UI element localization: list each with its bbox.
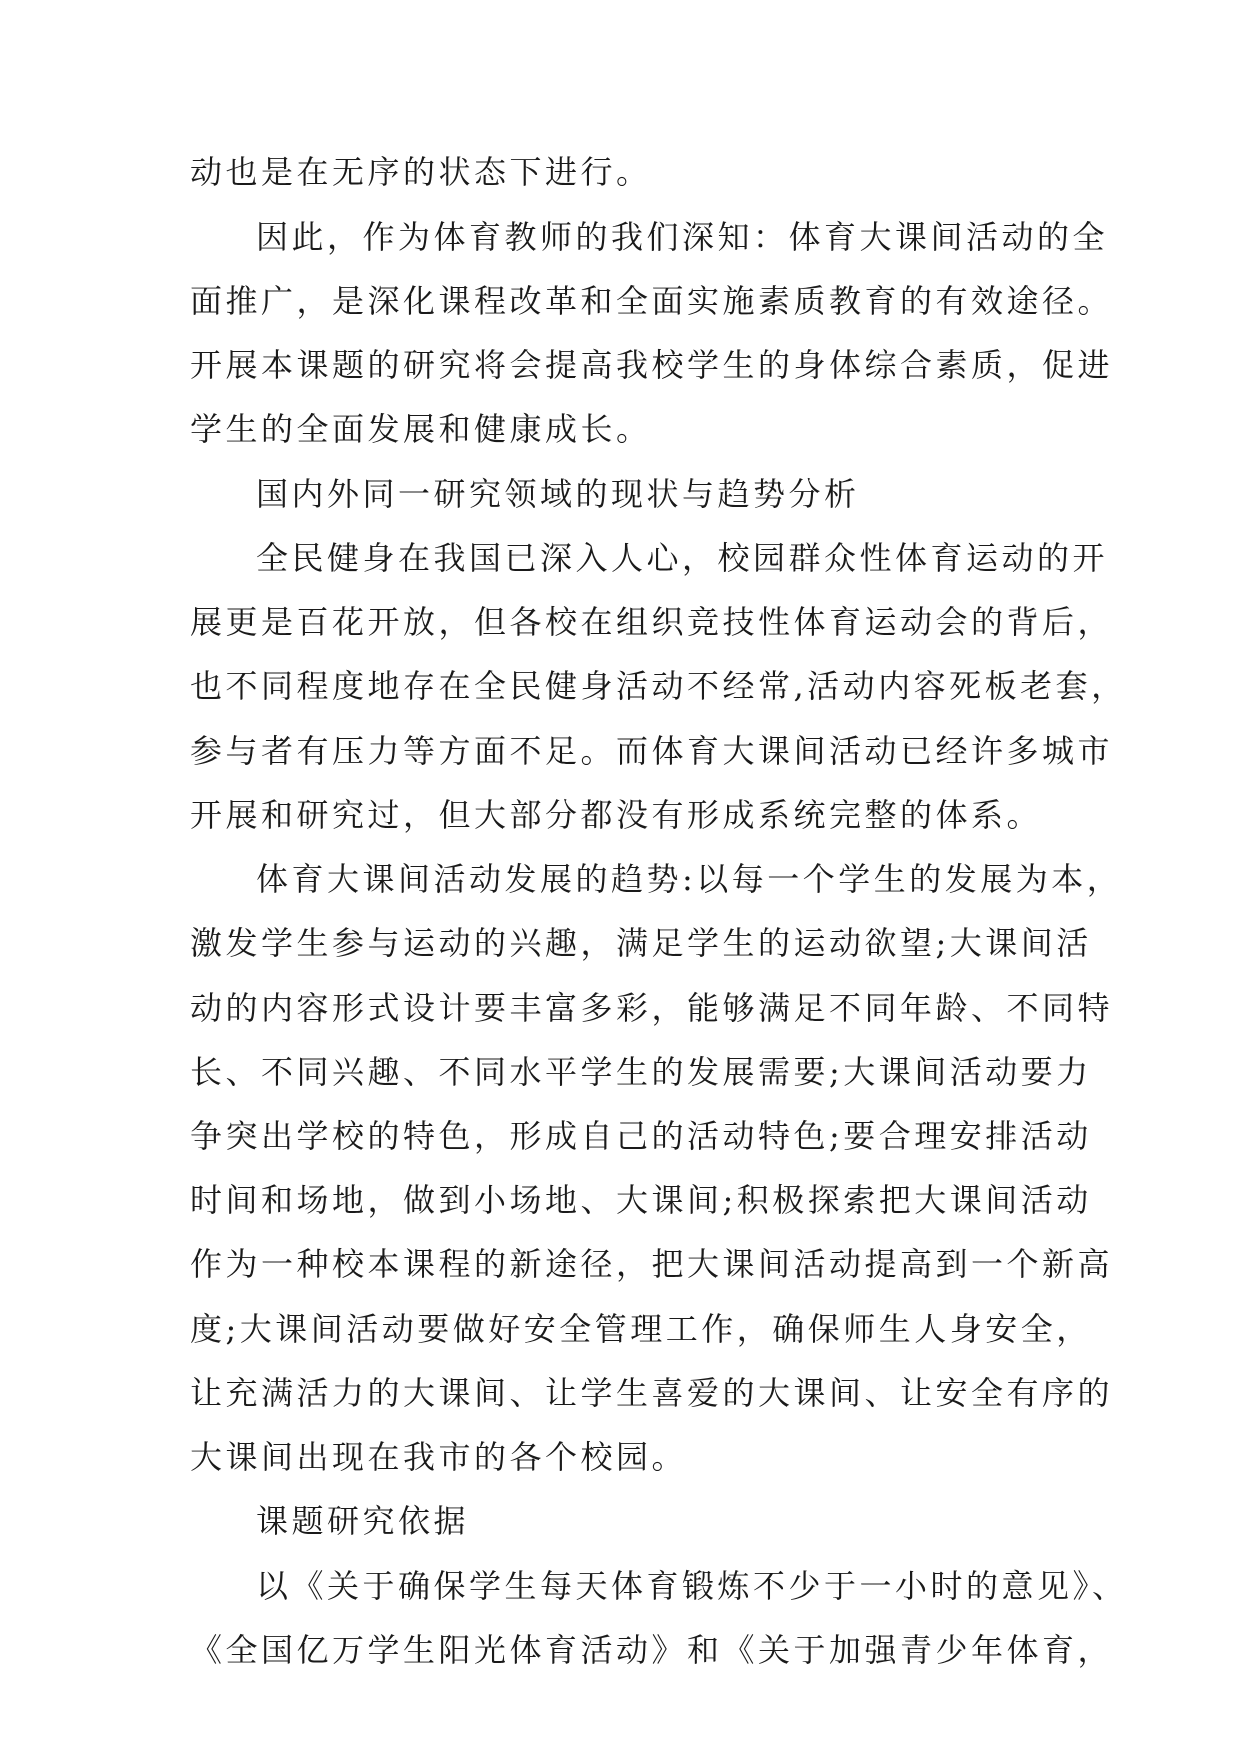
paragraph-line: 争突出学校的特色，形成自己的活动特色;要合理安排活动 [190,1117,1092,1155]
paragraph-line: 参与者有压力等方面不足。而体育大课间活动已经许多城市 [190,732,1114,770]
paragraph-line: 学生的全面发展和健康成长。 [190,410,652,448]
paragraph-line: 开展和研究过，但大部分都没有形成系统完整的体系。 [190,796,1043,834]
paragraph-line: 长、不同兴趣、不同水平学生的发展需要;大课间活动要力 [190,1053,1092,1091]
paragraph-line: 也不同程度地存在全民健身活动不经常,活动内容死板老套， [190,667,1127,705]
paragraph-line: 作为一种校本课程的新途径，把大课间活动提高到一个新高 [190,1245,1114,1283]
paragraph-line: 展更是百花开放，但各校在组织竞技性体育运动会的背后， [190,603,1114,641]
paragraph-line: 体育大课间活动发展的趋势:以每一个学生的发展为本， [256,860,1123,898]
paragraph-line: 时间和场地，做到小场地、大课间;积极探索把大课间活动 [190,1181,1092,1219]
section-heading: 课题研究依据 [256,1502,470,1540]
paragraph-line: 让充满活力的大课间、让学生喜爱的大课间、让安全有序的 [190,1374,1114,1412]
paragraph-line: 开展本课题的研究将会提高我校学生的身体综合素质，促进 [190,346,1114,384]
paragraph-line: 面推广，是深化课程改革和全面实施素质教育的有效途径。 [190,282,1114,320]
section-heading: 国内外同一研究领域的现状与趋势分析 [256,475,860,513]
paragraph-line: 度;大课间活动要做好安全管理工作，确保师生人身安全， [190,1310,1092,1348]
paragraph-line: 以《关于确保学生每天体育锻炼不少于一小时的意见》、 [256,1567,1128,1605]
paragraph-line: 因此，作为体育教师的我们深知：体育大课间活动的全 [256,218,1109,256]
paragraph-line: 《全国亿万学生阳光体育活动》和《关于加强青少年体育， [190,1631,1114,1669]
paragraph-line: 动也是在无序的状态下进行。 [190,153,652,191]
paragraph-line: 激发学生参与运动的兴趣，满足学生的运动欲望;大课间活 [190,924,1092,962]
paragraph-line: 全民健身在我国已深入人心，校园群众性体育运动的开 [256,539,1109,577]
paragraph-line: 大课间出现在我市的各个校园。 [190,1438,688,1476]
paragraph-line: 动的内容形式设计要丰富多彩，能够满足不同年龄、不同特 [190,989,1114,1027]
